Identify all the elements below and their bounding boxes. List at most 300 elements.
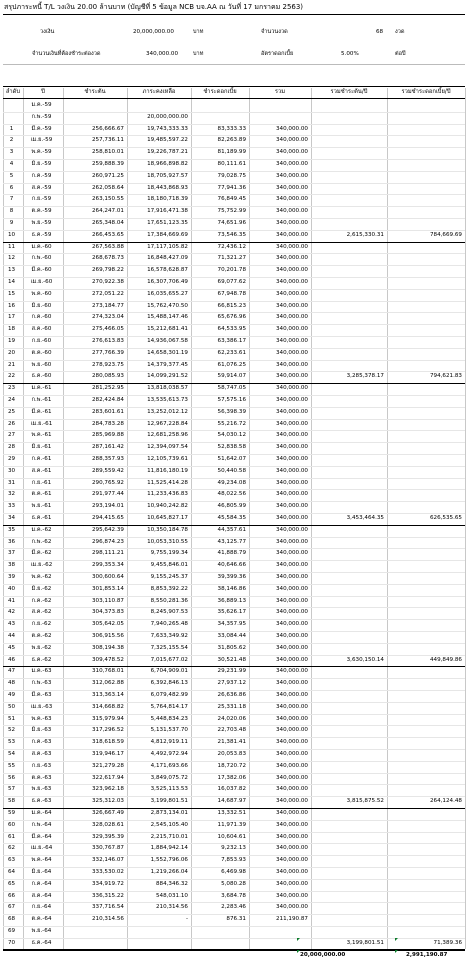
cell-year-principal — [311, 324, 384, 336]
cell-seq: 67 — [7, 904, 16, 911]
cell-year-interest — [387, 489, 462, 501]
cell-total: 340,000.00 — [275, 456, 308, 462]
cell-seq: 24 — [7, 397, 16, 403]
cell-interest: 77,941.36 — [217, 184, 246, 191]
cell-interest: 876.31 — [226, 916, 246, 923]
cell-balance: 10,053,310.55 — [147, 538, 188, 545]
cell-year-principal — [311, 430, 384, 442]
column-header-year-interest: รวมชำระดอกเบี้ย/ปี — [387, 88, 465, 97]
cell-balance: 3,525,113.53 — [150, 786, 188, 793]
credit-label: วงเงิน — [40, 29, 55, 35]
cell-month: เม.ย.-63 — [30, 703, 53, 710]
cell-balance: 2,215,710.01 — [150, 833, 188, 840]
cell-total: 340,000.00 — [275, 314, 308, 321]
cell-seq: 54 — [7, 751, 16, 757]
table-row — [3, 607, 465, 619]
cell-seq: 46 — [7, 656, 16, 663]
cell-total: 340,000.00 — [275, 786, 308, 793]
cell-balance: 18,705,927.57 — [147, 172, 188, 179]
cell-year-interest — [387, 124, 462, 136]
cell-seq: 33 — [7, 503, 16, 510]
cell-month: พ.ค.-59 — [31, 149, 52, 156]
cell-total: 340,000.00 — [275, 220, 308, 226]
cell-year-interest: 71,389.36 — [433, 939, 462, 946]
cell-year-principal — [311, 100, 384, 112]
cell-year-interest: 794,621.83 — [429, 373, 462, 380]
cell-balance: 3,849,075.72 — [150, 774, 188, 781]
cell-year-principal — [311, 690, 384, 702]
table-row — [3, 171, 465, 183]
table-row — [3, 537, 465, 549]
cell-total: 340,000.00 — [275, 302, 308, 309]
cell-seq: 32 — [7, 491, 16, 498]
cell-year-principal — [311, 194, 384, 206]
installment-unit: บาท — [193, 51, 204, 57]
principal-total: 20,000,000.00 — [300, 952, 346, 958]
cell-total: 340,000.00 — [275, 373, 308, 380]
cell-total: 340,000.00 — [275, 597, 308, 604]
cell-principal: 274,323.04 — [91, 314, 124, 321]
cell-year-interest — [387, 737, 462, 749]
table-row — [3, 265, 465, 277]
table-row — [3, 655, 465, 667]
table-row — [3, 371, 465, 383]
formula-indicator-icon — [395, 938, 398, 941]
table-row — [3, 489, 465, 501]
cell-interest: 6,469.98 — [221, 869, 246, 875]
cell-interest: 46,805.99 — [217, 503, 246, 510]
cell-principal: 301,853.14 — [91, 585, 124, 592]
cell-year-principal — [311, 914, 384, 926]
cell-interest: 9,232.13 — [221, 845, 246, 852]
cell-interest: 56,398.39 — [217, 408, 246, 415]
cell-principal: 270,922.38 — [91, 279, 124, 285]
table-row — [3, 348, 465, 360]
cell-seq: 16 — [7, 302, 16, 309]
table-row — [3, 725, 465, 737]
cell-balance: 11,233,436.83 — [147, 491, 188, 498]
cell-interest: 14,687.97 — [217, 798, 246, 805]
cell-year-interest: 264,124.48 — [429, 798, 462, 805]
cell-seq: 65 — [7, 880, 16, 887]
cell-year-interest — [387, 702, 462, 714]
cell-month: ก.ค.-61 — [31, 456, 52, 462]
cell-principal: 278,923.75 — [91, 361, 124, 368]
cell-principal: 210,314.56 — [91, 916, 124, 923]
cell-interest: 2,283.46 — [221, 904, 246, 911]
table-row — [3, 749, 465, 761]
cell-interest: 13,332.51 — [217, 810, 246, 816]
cell-principal — [63, 100, 124, 112]
cell-principal: 299,353.34 — [91, 562, 124, 569]
cell-total: 340,000.00 — [275, 231, 308, 238]
cell-principal: 281,252.95 — [91, 385, 124, 392]
table-row — [3, 560, 465, 572]
cell-total: 340,000.00 — [275, 338, 308, 344]
cell-month: ก.ค.-64 — [31, 880, 52, 887]
cell-interest: 35,626.17 — [217, 609, 246, 616]
cell-balance: 14,379,377.45 — [147, 361, 188, 368]
cell-total — [249, 100, 308, 112]
cell-seq: 56 — [7, 774, 16, 781]
table-row — [3, 891, 465, 903]
cell-year-interest — [387, 902, 462, 914]
cell-year-principal: 3,199,801.51 — [346, 939, 384, 946]
cell-total: 340,000.00 — [275, 385, 308, 392]
cell-year-principal — [311, 124, 384, 136]
cell-balance: 1,219,266.04 — [150, 869, 188, 875]
cell-interest — [191, 100, 246, 112]
cell-month: ต.ค.-60 — [31, 349, 52, 356]
cell-year-principal — [311, 218, 384, 230]
cell-seq: 23 — [7, 385, 16, 392]
cell-seq: 13 — [7, 267, 16, 274]
cell-month: ต.ค.-59 — [31, 208, 52, 215]
cell-month: ส.ค.-63 — [31, 751, 52, 757]
cell-principal: 269,798.22 — [91, 267, 124, 274]
cell-seq: 52 — [7, 727, 16, 734]
cell-interest: 82,263.89 — [217, 137, 246, 144]
cell-interest: 21,381.41 — [217, 739, 246, 746]
cell-principal: 330,767.87 — [91, 845, 124, 852]
cell-seq: 69 — [7, 928, 16, 934]
cell-principal: 325,312.03 — [91, 798, 124, 805]
table-row — [3, 478, 465, 490]
cell-year-principal: 3,453,464.35 — [346, 515, 384, 521]
table-row — [3, 737, 465, 749]
cell-seq: 48 — [7, 680, 16, 687]
cell-total: 340,000.00 — [275, 892, 308, 899]
cell-interest: 44,357.61 — [217, 526, 246, 533]
cell-year-interest — [387, 277, 462, 289]
cell-balance: 7,325,155.54 — [150, 644, 188, 651]
cell-seq: 5 — [9, 172, 14, 179]
cell-total: 340,000.00 — [275, 149, 308, 156]
cell-total: 340,000.00 — [275, 279, 308, 285]
cell-month: มี.ค.-61 — [31, 408, 52, 415]
cell-interest: 54,030.12 — [217, 432, 246, 439]
cell-year-principal — [311, 572, 384, 584]
cell-principal: 283,601.61 — [91, 408, 124, 415]
cell-seq: 10 — [7, 231, 16, 238]
cell-year-interest — [387, 100, 462, 112]
cell-total: 340,000.00 — [275, 810, 308, 816]
cell-month: ม.ค.-61 — [31, 385, 52, 392]
cell-principal: 309,478.52 — [91, 656, 124, 663]
cell-interest: 63,386.17 — [217, 338, 246, 344]
cell-seq: 42 — [7, 609, 16, 616]
cell-interest: 72,436.12 — [217, 243, 246, 250]
cell-seq: 31 — [7, 479, 16, 486]
cell-month: พ.ค.-62 — [31, 574, 52, 580]
cell-interest: 49,234.08 — [217, 479, 246, 486]
cell-seq: 12 — [7, 255, 16, 262]
cell-year-principal — [311, 596, 384, 608]
cell-interest: 36,889.13 — [217, 597, 246, 604]
cell-principal: 310,768.01 — [91, 668, 124, 675]
cell-principal: 295,642.39 — [91, 526, 124, 533]
cell-interest: 11,971.39 — [217, 821, 246, 828]
cell-seq: 35 — [7, 526, 16, 533]
cell-balance: 5,131,537.70 — [150, 727, 188, 734]
cell-year-principal — [311, 537, 384, 549]
cell-balance: 11,525,414.28 — [147, 479, 188, 486]
cell-balance: 12,681,258.96 — [147, 432, 188, 439]
cell-interest: 70,201.78 — [217, 267, 246, 274]
cell-balance — [127, 100, 188, 112]
cell-seq: 21 — [7, 361, 16, 368]
cell-year-interest — [387, 336, 462, 348]
cell-balance: 4,492,972.94 — [150, 751, 188, 757]
cell-principal: 303,110.87 — [91, 597, 124, 604]
cell-total: 340,000.00 — [275, 703, 308, 710]
cell-seq: 26 — [7, 420, 16, 427]
cell-year-principal — [311, 253, 384, 265]
cell-total: 340,000.00 — [275, 326, 308, 333]
table-row — [3, 584, 465, 596]
cell-total: 340,000.00 — [275, 196, 308, 203]
cell-balance: 10,645,827.17 — [147, 515, 188, 521]
cell-balance: 7,015,677.02 — [150, 656, 188, 663]
cell-year-principal: 3,630,150.14 — [346, 656, 384, 663]
cell-year-principal — [311, 666, 384, 678]
cell-balance — [127, 938, 188, 950]
cell-year-principal — [311, 135, 384, 147]
table-row — [3, 501, 465, 513]
cell-interest: 74,651.96 — [217, 220, 246, 226]
table-row — [3, 301, 465, 313]
cell-interest: 29,231.99 — [217, 668, 246, 675]
cell-month: ส.ค.-60 — [31, 326, 52, 333]
formula-indicator-icon — [297, 938, 300, 941]
cell-balance: 5,764,814.17 — [150, 703, 188, 710]
cell-month: มิ.ย.-60 — [31, 302, 52, 309]
cell-total: 340,000.00 — [275, 420, 308, 427]
table-row — [3, 631, 465, 643]
cell-year-principal — [311, 489, 384, 501]
cell-year-interest — [387, 584, 462, 596]
cell-interest: 71,321.27 — [217, 255, 246, 262]
table-row — [3, 112, 465, 124]
cell-year-principal — [311, 749, 384, 761]
cell-seq: 55 — [7, 762, 16, 769]
cell-seq: 70 — [7, 939, 16, 946]
cell-principal: 268,678.73 — [91, 255, 124, 262]
cell-year-principal — [311, 360, 384, 372]
cell-principal: 328,028.61 — [91, 821, 124, 828]
cell-principal: 334,919.72 — [91, 880, 124, 887]
cell-total: 340,000.00 — [275, 208, 308, 215]
table-row — [3, 289, 465, 301]
cell-total: 340,000.00 — [275, 255, 308, 262]
cell-balance: 7,633,349.92 — [150, 633, 188, 639]
table-row — [3, 678, 465, 690]
column-header-balance: ภาระคงเหลือ — [127, 88, 191, 97]
cell-interest: 41,888.79 — [217, 550, 246, 557]
cell-balance: 12,394,097.54 — [147, 444, 188, 451]
cell-year-principal — [311, 206, 384, 218]
cell-total: 340,000.00 — [275, 739, 308, 746]
table-row — [3, 124, 465, 136]
cell-month: ส.ค.-64 — [31, 892, 52, 899]
cell-interest: 18,720.72 — [217, 762, 246, 769]
cell-month: ก.พ.-59 — [31, 113, 52, 120]
cell-total: 340,000.00 — [275, 774, 308, 781]
cell-year-principal — [311, 301, 384, 313]
cell-year-principal — [311, 678, 384, 690]
cell-month: เม.ย.-61 — [30, 420, 53, 427]
cell-year-principal — [311, 926, 384, 938]
cell-year-interest — [387, 183, 462, 195]
table-row — [3, 808, 465, 820]
cell-total: 340,000.00 — [275, 137, 308, 144]
cell-principal: 260,971.25 — [91, 172, 124, 179]
cell-balance: 16,307,706.49 — [147, 279, 188, 285]
cell-year-interest: 449,849.86 — [429, 656, 462, 663]
cell-total: 340,000.00 — [275, 267, 308, 274]
cell-year-principal — [311, 855, 384, 867]
cell-balance: 8,245,907.53 — [150, 609, 188, 616]
table-row — [3, 218, 465, 230]
cell-month: เม.ย.-64 — [30, 845, 53, 852]
cell-month: ก.ย.-60 — [31, 338, 52, 344]
cell-year-principal — [311, 395, 384, 407]
column-header-seq: ลำดับ — [3, 88, 23, 97]
table-row — [3, 135, 465, 147]
cell-seq: 40 — [7, 585, 16, 592]
cell-total: 340,000.00 — [275, 833, 308, 840]
cell-principal: 288,357.93 — [91, 456, 124, 462]
cell-principal: 312,062.88 — [91, 680, 124, 687]
cell-year-interest — [387, 572, 462, 584]
cell-year-principal — [311, 171, 384, 183]
table-row — [3, 253, 465, 265]
table-row — [3, 714, 465, 726]
cell-balance: 17,651,123.35 — [147, 220, 188, 226]
cell-interest: 79,028.75 — [217, 172, 246, 179]
cell-principal: 277,766.39 — [91, 349, 124, 356]
cell-balance: 18,443,868.93 — [147, 184, 188, 191]
cell-seq: 29 — [7, 456, 16, 462]
cell-year-interest — [387, 808, 462, 820]
cell-year-principal — [311, 147, 384, 159]
cell-seq: 36 — [7, 538, 16, 545]
cell-year-principal — [311, 419, 384, 431]
cell-principal: 318,618.59 — [91, 739, 124, 746]
cell-year-principal — [311, 312, 384, 324]
cell-year-interest — [387, 749, 462, 761]
cell-year-interest — [387, 607, 462, 619]
table-row — [3, 395, 465, 407]
cell-total: 340,000.00 — [275, 290, 308, 297]
cell-year-interest — [387, 666, 462, 678]
cell-interest: 62,233.61 — [217, 349, 246, 356]
cell-interest: 50,440.58 — [217, 467, 246, 474]
cell-interest: 7,853.93 — [221, 857, 246, 864]
cell-seq: 50 — [7, 703, 16, 710]
cell-month: ต.ค.-62 — [31, 633, 52, 639]
column-header-interest: ชำระดอกเบี้ย — [191, 88, 249, 97]
cell-principal: 321,279.28 — [91, 762, 124, 769]
cell-balance: 19,226,787.21 — [147, 149, 188, 156]
cell-balance: 13,818,038.57 — [147, 385, 188, 392]
cell-total: 340,000.00 — [275, 857, 308, 864]
cell-principal: 306,915.56 — [91, 633, 124, 639]
cell-year-principal — [311, 832, 384, 844]
cell-principal: 294,415.65 — [91, 515, 124, 521]
cell-year-principal — [311, 265, 384, 277]
cell-total: 340,000.00 — [275, 526, 308, 533]
cell-year-principal — [311, 348, 384, 360]
periods-label: จำนวนงวด — [261, 29, 288, 35]
table-row — [3, 879, 465, 891]
cell-seq: 64 — [7, 869, 16, 875]
cell-total: 340,000.00 — [275, 715, 308, 722]
cell-month: พ.ค.-63 — [31, 715, 52, 722]
cell-seq: 7 — [9, 196, 14, 203]
cell-seq — [3, 112, 20, 124]
cell-balance: 16,578,628.87 — [147, 267, 188, 274]
cell-interest: 64,533.95 — [217, 326, 246, 333]
installment-value: 340,000.00 — [146, 51, 179, 57]
cell-principal: 264,247.01 — [91, 208, 124, 215]
cell-month: มิ.ย.-64 — [31, 869, 52, 875]
cell-year-principal — [311, 773, 384, 785]
cell-balance: 15,488,147.46 — [147, 314, 188, 321]
table-row — [3, 312, 465, 324]
cell-year-interest — [387, 855, 462, 867]
cell-year-interest — [387, 407, 462, 419]
cell-principal: 265,348.04 — [91, 220, 124, 226]
cell-month: ก.ค.-62 — [31, 597, 52, 604]
cell-principal: 305,642.05 — [91, 621, 124, 628]
cell-year-principal — [311, 843, 384, 855]
cell-interest: 61,076.25 — [217, 361, 246, 368]
cell-month: พ.ย.-64 — [31, 928, 52, 934]
cell-interest: 75,752.99 — [217, 208, 246, 215]
cell-balance: 12,105,739.61 — [147, 456, 188, 462]
cell-month: มิ.ย.-59 — [31, 161, 52, 167]
cell-year-principal — [311, 714, 384, 726]
cell-total: 340,000.00 — [275, 692, 308, 698]
cell-month: ก.พ.-60 — [31, 255, 52, 262]
cell-total: 340,000.00 — [275, 880, 308, 887]
cell-balance — [127, 926, 188, 938]
cell-interest: 26,636.86 — [217, 692, 246, 698]
cell-year-interest — [387, 265, 462, 277]
cell-year-principal — [311, 560, 384, 572]
cell-principal: 267,563.88 — [91, 243, 124, 250]
cell-interest: 76,849.45 — [217, 196, 246, 203]
cell-seq: 45 — [7, 644, 16, 651]
cell-seq: 11 — [7, 243, 16, 250]
cell-seq: 49 — [7, 692, 16, 698]
cell-balance: 9,755,199.34 — [150, 550, 188, 557]
cell-month: ก.ค.-60 — [31, 314, 52, 321]
table-row — [3, 430, 465, 442]
cell-total: 340,000.00 — [275, 444, 308, 451]
cell-month: ส.ค.-61 — [31, 467, 52, 474]
cell-month: ธ.ค.-62 — [31, 656, 52, 663]
cell-year-interest — [387, 112, 462, 124]
rate-label: อัตราดอกเบี้ย — [261, 51, 294, 57]
cell-year-interest — [387, 159, 462, 171]
cell-balance: 210,314.56 — [155, 904, 188, 911]
cell-year-principal — [311, 501, 384, 513]
cell-seq: 15 — [7, 290, 16, 297]
cell-seq: 6 — [9, 184, 14, 191]
cell-principal: 287,161.42 — [91, 444, 124, 451]
